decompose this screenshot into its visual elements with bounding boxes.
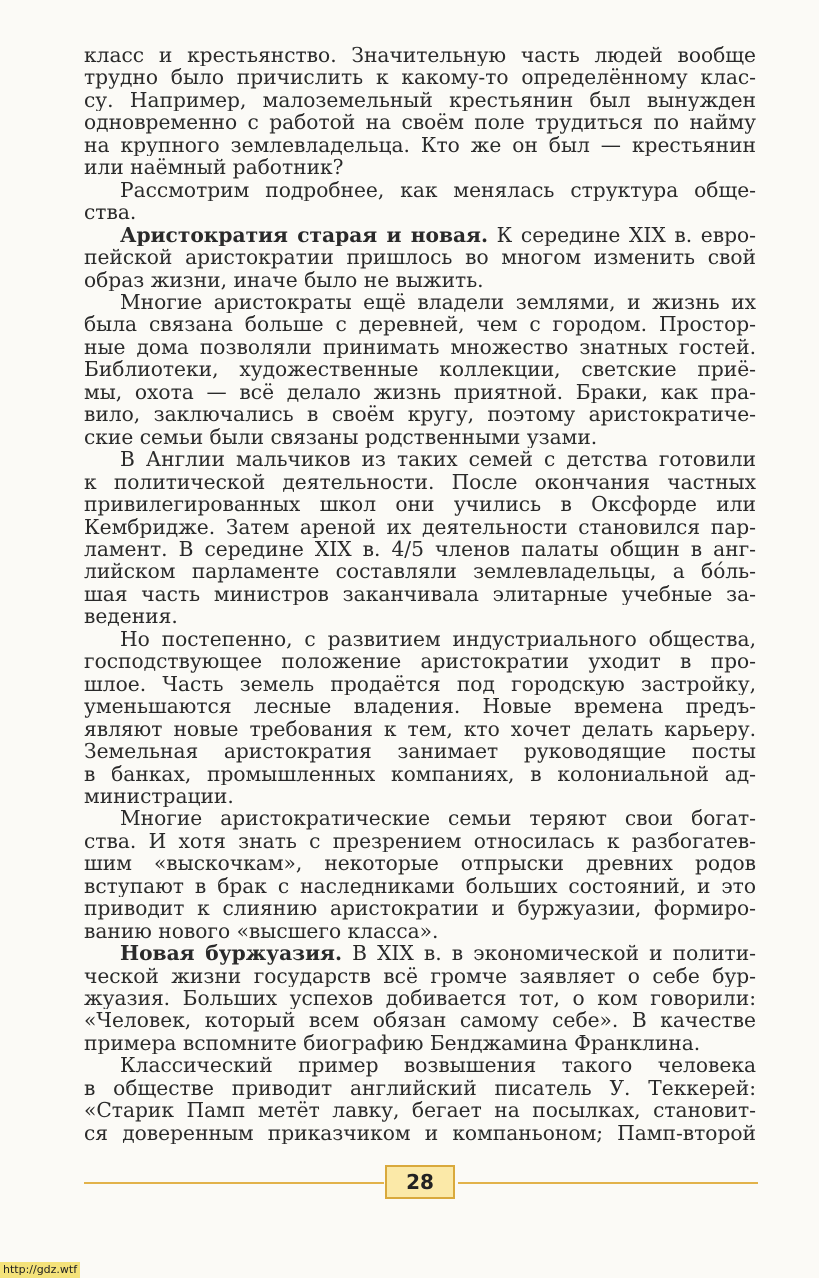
text-line-content: ства. И хотя знать с презрением относилась к разбогатев- (84, 829, 756, 853)
text-line (84, 1032, 756, 1054)
text-line (84, 156, 756, 178)
text-line (84, 583, 756, 605)
text-line-content: Земельная аристократия занимает руководящие посты (84, 740, 756, 763)
text-line-content: Многие аристократические семьи теряют свои богат- (120, 807, 756, 830)
footer-rule-left (84, 1182, 384, 1184)
text-line (84, 785, 756, 807)
footer-rule-right (458, 1182, 758, 1184)
text-line (84, 830, 756, 852)
text-line (84, 628, 756, 650)
text-line-content: ческой жизни государств всё громче заявляет о себе бур- (84, 964, 756, 988)
text-line-content: к политической деятельности. После окончания частных (84, 470, 756, 494)
text-line-content: привилегированных школ они учились в Оксфорде или (84, 493, 756, 516)
text-line-content: ские семьи были связаны родственными узами. (84, 425, 598, 449)
text-line (84, 44, 756, 66)
text-line (84, 493, 756, 515)
text-line-content: вило, заключались в своём кругу, поэтому аристократиче- (84, 403, 756, 426)
text-line (84, 605, 756, 627)
text-line (84, 560, 756, 582)
text-line-content: ванию нового «высшего класса». (84, 919, 439, 943)
watermark-url: http://gdz.wtf (0, 1262, 80, 1278)
text-line-content: примера вспомните биографию Бенджамина Франклина. (84, 1031, 701, 1055)
text-line (84, 201, 756, 223)
text-line (84, 538, 756, 560)
text-line-content: Классический пример возвышения такого человека (120, 1054, 756, 1077)
page-number: 28 (385, 1165, 455, 1199)
text-line-content: жуазия. Больших успехов добивается тот, о ком говорили: (84, 987, 756, 1010)
text-line (84, 942, 756, 964)
page-body-text (84, 44, 756, 1144)
text-line (84, 673, 756, 695)
text-line (84, 852, 756, 874)
text-line-content: вступают в брак с наследниками больших состояний, и это (84, 874, 756, 898)
text-line (84, 1054, 756, 1076)
text-line-content: Библиотеки, художественные коллекции, светские приё- (84, 358, 756, 381)
text-line-content: образ жизни, иначе было не выжить. (84, 268, 484, 291)
text-line-content: господствующее положение аристократии уходит в про- (84, 650, 756, 673)
text-line (84, 179, 756, 201)
text-line (84, 763, 756, 785)
text-line-content: шим «выскочкам», некоторые отпрыски древних родов (84, 852, 756, 875)
text-line-content: ламент. В середине XIX в. 4/5 членов палаты общин в анг- (84, 537, 756, 561)
text-line (84, 718, 756, 740)
text-line-content: ведения. (84, 605, 178, 628)
text-line (84, 897, 756, 919)
text-line-content: ства. (84, 201, 137, 224)
text-line-content: В XIX в. в экономической и полити- (341, 942, 756, 965)
text-line-content: пейской аристократии пришлось во многом изменить свой (84, 246, 756, 269)
text-line-content: Кембридже. Затем ареной их деятельности становился пар- (84, 515, 756, 538)
text-line-content: мы, охота — всё делало жизнь приятной. Браки, как пра- (84, 380, 756, 404)
text-line-content: являют новые требования к тем, кто хочет делать карьеру. (84, 717, 756, 741)
text-line (84, 66, 756, 88)
section-heading: Аристократия старая и новая. (120, 223, 488, 247)
text-line-content: одновременно с работой на своём поле трудиться по найму (84, 111, 756, 134)
text-line-content: ся доверенным приказчиком и компаньоном; Памп-второй (84, 1121, 756, 1145)
text-line-content: министрации. (84, 784, 234, 808)
text-line (84, 875, 756, 897)
text-line (84, 1099, 756, 1121)
text-line-content: В Англии мальчиков из таких семей с детства готовили (120, 448, 756, 471)
text-line (84, 695, 756, 717)
text-line-content: уменьшаются лесные владения. Новые времена предъ- (84, 695, 756, 718)
text-line-content: К середине XIX в. евро- (488, 223, 756, 247)
text-line-content: лийском парламенте составляли землевладельцы, а бóль- (84, 560, 756, 583)
text-line (84, 516, 756, 538)
text-line (84, 291, 756, 313)
text-line (84, 403, 756, 425)
text-line-content: на крупного землевладельца. Кто же он был — крестьянин (84, 133, 756, 157)
text-line (84, 269, 756, 291)
text-line (84, 807, 756, 829)
text-line-content: в банках, промышленных компаниях, в колониальной ад- (84, 762, 756, 785)
text-line (84, 246, 756, 268)
text-line-content: трудно было причислить к какому-то определённому клас- (84, 66, 756, 89)
text-line (84, 1077, 756, 1099)
text-line (84, 134, 756, 156)
text-line-content: шлое. Часть земель продаётся под городскую застройку, (84, 672, 756, 696)
text-line (84, 965, 756, 987)
text-line (84, 89, 756, 111)
text-line (84, 426, 756, 448)
text-line (84, 224, 756, 246)
text-line-content: была связана больше с деревней, чем с городом. Простор- (84, 313, 756, 336)
text-line-content: Но постепенно, с развитием индустриального общества, (120, 627, 756, 651)
text-line-content: шая часть министров заканчивала элитарные учебные за- (84, 582, 756, 606)
text-line (84, 471, 756, 493)
text-line-content: Многие аристократы ещё владели землями, и жизнь их (120, 290, 756, 314)
text-line-content: ные дома позволяли принимать множество знатных гостей. (84, 335, 756, 359)
text-line (84, 740, 756, 762)
text-line (84, 448, 756, 470)
section-heading: Новая буржуазия. (120, 942, 342, 965)
text-line-content: «Старик Памп метёт лавку, бегает на посылках, становит- (84, 1099, 756, 1122)
text-line-content: «Человек, который всем обязан самому себе». В качестве (84, 1009, 756, 1032)
text-line (84, 111, 756, 133)
text-line (84, 313, 756, 335)
text-line (84, 650, 756, 672)
text-line (84, 920, 756, 942)
text-line-content: Рассмотрим подробнее, как менялась структура обще- (120, 178, 756, 202)
text-line (84, 381, 756, 403)
text-line-content: приводит к слиянию аристократии и буржуазии, формиро- (84, 897, 756, 920)
text-line (84, 1009, 756, 1031)
text-line-content: в обществе приводит английский писатель У. Теккерей: (84, 1076, 756, 1100)
text-line-content: или наёмный работник? (84, 156, 344, 179)
text-line (84, 987, 756, 1009)
text-line-content: класс и крестьянство. Значительную часть людей вообще (84, 44, 756, 67)
text-line-content: су. Например, малоземельный крестьянин был вынужден (84, 88, 756, 112)
text-line (84, 336, 756, 358)
text-line (84, 1122, 756, 1144)
text-line (84, 358, 756, 380)
